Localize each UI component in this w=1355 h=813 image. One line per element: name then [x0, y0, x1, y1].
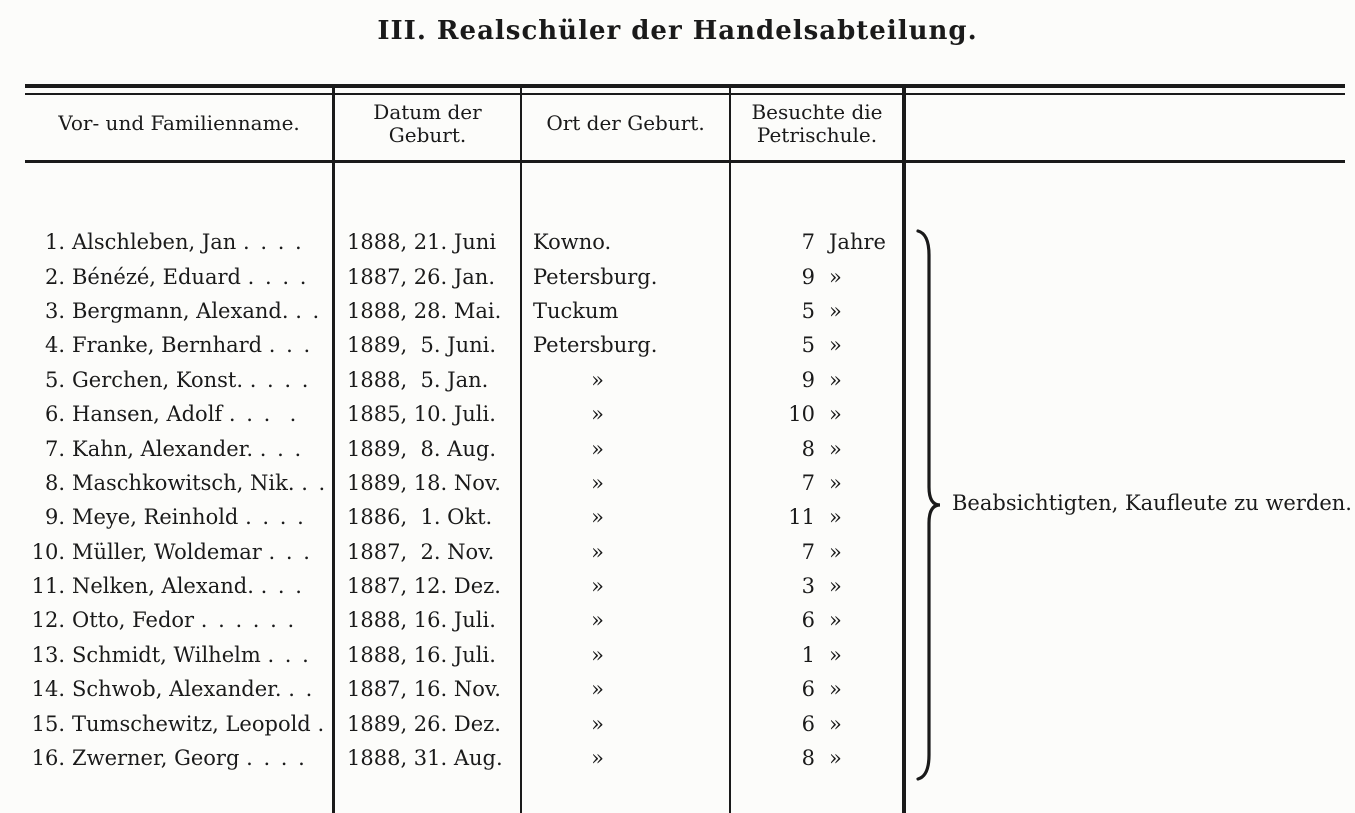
leader-dots: . .: [301, 470, 328, 495]
years-attended: 6: [801, 711, 815, 736]
student-name: Alschleben, Jan: [72, 230, 237, 255]
years-unit-ditto-mark: »: [829, 367, 842, 392]
table-row: [25, 741, 905, 775]
leader-dots: . . .: [268, 333, 313, 358]
birth-date: 1887, 26. Jan.: [347, 264, 496, 289]
birth-place-ditto-mark: »: [591, 470, 604, 495]
years-attended-cell: [730, 368, 905, 392]
name-dots-gap: [222, 402, 229, 426]
leader-dots: . . . .: [249, 367, 311, 392]
student-number: 13.: [31, 642, 65, 667]
table-row: [25, 706, 905, 740]
years-attended: 11: [788, 505, 815, 530]
leader-dots: . . . .: [247, 264, 309, 289]
years-unit-ditto-mark: »: [829, 711, 842, 736]
birth-date: 1888, 28. Mai.: [347, 298, 502, 323]
name-dots-gap: [241, 265, 248, 289]
leader-dots: . . . . . .: [200, 608, 297, 633]
leader-dots: . . . .: [245, 505, 306, 530]
student-number: 15.: [31, 711, 65, 736]
column-header-birth-place: Ort der Geburt.: [546, 111, 705, 135]
birth-place: Kowno.: [533, 230, 612, 255]
years-attended: 8: [801, 436, 815, 461]
column-header-attended-line1: Besuchte die: [751, 100, 883, 124]
column-header-birth-date-line1: Datum der: [373, 100, 482, 124]
student-name-cell: [65, 299, 333, 323]
student-name: Bénézé, Eduard: [72, 264, 241, 289]
years-attended: 5: [801, 298, 815, 323]
years-unit-ditto-mark: »: [829, 746, 842, 771]
column-header-name: Vor- und Familienname.: [58, 111, 300, 135]
group-annotation: Beabsichtigten, Kaufleute zu werden.: [952, 491, 1352, 515]
table-row: [25, 569, 905, 603]
birth-date: 1887, 2. Nov.: [347, 539, 495, 564]
name-dots-gap: [243, 368, 250, 392]
birth-place-ditto-mark: »: [591, 746, 604, 771]
student-name-cell: [65, 643, 333, 667]
leader-dots: . . .: [268, 539, 312, 564]
student-number: 3.: [44, 298, 65, 323]
table-row: [25, 466, 905, 500]
leader-dots: . . . .: [243, 230, 304, 255]
birth-place-ditto-mark: »: [591, 539, 604, 564]
birth-date: 1889, 8. Aug.: [347, 436, 496, 461]
student-name-cell: [65, 230, 333, 254]
leader-dots: . . . .: [246, 746, 307, 771]
years-attended-cell: [730, 333, 905, 357]
birth-date: 1885, 10. Juli.: [347, 402, 496, 427]
table-row: [25, 328, 905, 362]
birth-date: 1887, 16. Nov.: [347, 677, 501, 702]
years-attended-cell: [730, 402, 905, 426]
name-dots-gap: [262, 540, 269, 564]
student-name-cell: [65, 712, 333, 736]
birth-place-ditto-mark: »: [591, 711, 604, 736]
column-header-attended: [733, 101, 901, 147]
page-title: III. Realschüler der Handelsabteilung.: [377, 16, 978, 46]
student-number: 4.: [44, 333, 65, 358]
leader-dots: . .: [295, 298, 322, 323]
birth-date: 1886, 1. Okt.: [347, 505, 493, 530]
birth-place-ditto-mark: »: [591, 367, 604, 392]
student-name: Nelken, Alexand.: [72, 574, 254, 599]
leader-dots: . . .: [267, 642, 311, 667]
column-header-birth-date-line2: Geburt.: [388, 123, 467, 147]
birth-date: 1888, 16. Juli.: [347, 642, 496, 667]
years-unit-ditto-mark: »: [829, 402, 842, 427]
name-dots-gap: [194, 608, 201, 632]
birth-date: 1888, 16. Juli.: [347, 608, 496, 633]
years-attended-cell: [730, 677, 905, 701]
years-unit-ditto-mark: »: [829, 470, 842, 495]
birth-place-ditto-mark: »: [591, 608, 604, 633]
student-name: Kahn, Alexander.: [72, 436, 254, 461]
name-dots-gap: [262, 333, 269, 357]
table-rows: [25, 225, 905, 775]
table-top-rule-thick: [25, 84, 1345, 88]
years-unit-ditto-mark: »: [829, 333, 842, 358]
birth-date: 1888, 31. Aug.: [347, 746, 503, 771]
birth-place-ditto-mark: »: [591, 402, 604, 427]
student-name: Schwob, Alexander.: [72, 677, 282, 702]
years-unit-ditto-mark: »: [829, 505, 842, 530]
column-header-birth-date: [336, 101, 519, 147]
student-name: Meye, Reinhold: [72, 505, 239, 530]
student-name-cell: [65, 471, 333, 495]
years-attended: 8: [801, 746, 815, 771]
student-number: 8.: [44, 470, 65, 495]
years-attended: 5: [801, 333, 815, 358]
years-attended-cell: [730, 746, 905, 770]
column-header-attended-line2: Petrischule.: [756, 123, 878, 147]
table-row: [25, 294, 905, 328]
student-number: 7.: [44, 436, 65, 461]
years-unit-ditto-mark: »: [829, 574, 842, 599]
years-attended-cell: [730, 505, 905, 529]
table-row: [25, 535, 905, 569]
student-name: Gerchen, Konst.: [72, 367, 244, 392]
student-name-cell: [65, 574, 333, 598]
student-name-cell: [65, 540, 333, 564]
student-name: Zwerner, Georg: [72, 746, 240, 771]
student-name: Otto, Fedor: [72, 608, 195, 633]
student-name: Schmidt, Wilhelm: [72, 642, 261, 667]
table-row: [25, 225, 905, 259]
student-number: 9.: [44, 505, 65, 530]
years-attended: 1: [801, 642, 815, 667]
birth-place-ditto-mark: »: [591, 642, 604, 667]
birth-place-ditto-mark: »: [591, 436, 604, 461]
birth-date: 1887, 12. Dez.: [347, 574, 501, 599]
table-row: [25, 500, 905, 534]
leader-dots: .: [317, 711, 327, 736]
table-row: [25, 397, 905, 431]
name-dots-gap: [253, 437, 260, 461]
years-attended-cell: [730, 540, 905, 564]
student-name-cell: [65, 677, 333, 701]
birth-date: 1888, 5. Jan.: [347, 367, 489, 392]
table-row: [25, 431, 905, 465]
birth-place: Petersburg.: [533, 333, 658, 358]
years-attended-cell: [730, 471, 905, 495]
years-attended: 3: [801, 574, 815, 599]
student-name: Bergmann, Alexand.: [72, 298, 289, 323]
leader-dots: . . . .: [228, 402, 299, 427]
grouping-brace: [912, 229, 946, 781]
student-number: 12.: [31, 608, 65, 633]
years-attended: 7: [801, 539, 815, 564]
student-name-cell: [65, 402, 333, 426]
birth-date: 1889, 18. Nov.: [347, 470, 501, 495]
student-number: 16.: [31, 746, 65, 771]
years-attended: 6: [801, 677, 815, 702]
years-unit-ditto-mark: »: [829, 436, 842, 461]
student-name-cell: [65, 368, 333, 392]
years-attended: 9: [801, 367, 815, 392]
birth-place: Petersburg.: [533, 264, 658, 289]
birth-date: 1888, 21. Juni: [347, 230, 497, 255]
student-number: 5.: [44, 367, 65, 392]
name-dots-gap: [254, 574, 261, 598]
student-name: Müller, Woldemar: [72, 539, 262, 564]
leader-dots: . . .: [260, 574, 304, 599]
student-number: 1.: [44, 230, 65, 255]
years-attended-cell: [730, 712, 905, 736]
years-attended-cell: [730, 437, 905, 461]
student-name-cell: [65, 608, 333, 632]
student-name: Maschkowitsch, Nik.: [72, 470, 295, 495]
student-number: 10.: [31, 539, 65, 564]
table-row: [25, 672, 905, 706]
years-attended-cell: [730, 299, 905, 323]
student-name-cell: [65, 746, 333, 770]
student-number: 11.: [31, 574, 65, 599]
student-name-cell: [65, 505, 333, 529]
years-attended-cell: [730, 574, 905, 598]
table-row: [25, 363, 905, 397]
birth-date: 1889, 5. Juni.: [347, 333, 497, 358]
years-unit-ditto-mark: »: [829, 677, 842, 702]
birth-place-ditto-mark: »: [591, 677, 604, 702]
student-name: Tumschewitz, Leopold: [72, 711, 311, 736]
years-attended: 10: [788, 402, 815, 427]
student-name: Franke, Bernhard: [72, 333, 263, 358]
years-attended-cell: [730, 608, 905, 632]
years-attended-cell: [730, 643, 905, 667]
years-attended-cell: [730, 265, 905, 289]
years-unit-ditto-mark: »: [829, 539, 842, 564]
years-attended: 6: [801, 608, 815, 633]
student-number: 14.: [31, 677, 65, 702]
table-row: [25, 603, 905, 637]
student-name: Hansen, Adolf: [72, 402, 223, 427]
years-unit-ditto-mark: »: [829, 608, 842, 633]
student-number: 2.: [44, 264, 65, 289]
years-unit: Jahre: [829, 230, 886, 255]
years-unit-ditto-mark: »: [829, 642, 842, 667]
leader-dots: . .: [288, 677, 315, 702]
name-dots-gap: [236, 230, 243, 254]
student-name-cell: [65, 333, 333, 357]
student-name-cell: [65, 265, 333, 289]
birth-date: 1889, 26. Dez.: [347, 711, 501, 736]
birth-place-ditto-mark: »: [591, 574, 604, 599]
header-bottom-rule: [25, 160, 1345, 163]
table-row: [25, 638, 905, 672]
table-top-rule-thin: [25, 93, 1345, 95]
table-row: [25, 259, 905, 293]
birth-place-ditto-mark: »: [591, 505, 604, 530]
years-attended: 7: [801, 230, 815, 255]
years-unit-ditto-mark: »: [829, 264, 842, 289]
student-number: 6.: [44, 402, 65, 427]
years-attended-cell: [730, 230, 905, 254]
leader-dots: . . .: [259, 436, 304, 461]
years-attended: 7: [801, 470, 815, 495]
years-attended: 9: [801, 264, 815, 289]
birth-place: Tuckum: [533, 298, 619, 323]
years-unit-ditto-mark: »: [829, 298, 842, 323]
student-name-cell: [65, 437, 333, 461]
